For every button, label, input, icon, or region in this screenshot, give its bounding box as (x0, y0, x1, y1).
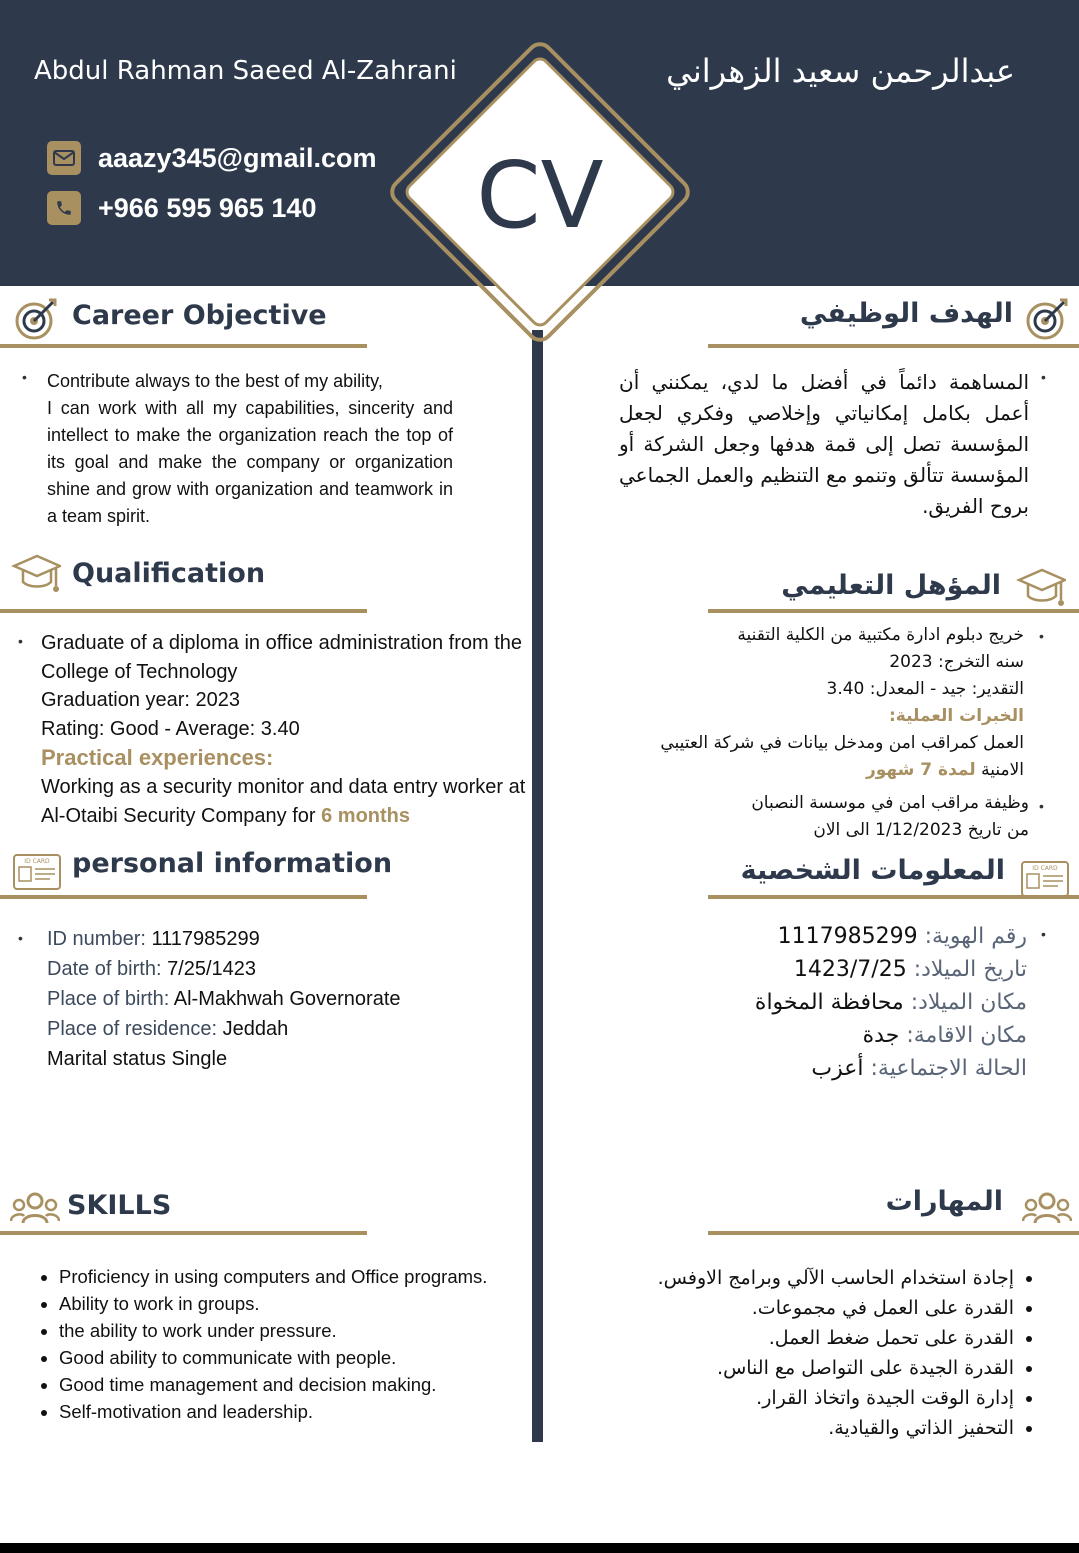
field-label: Place of birth: (47, 988, 174, 1010)
phone-contact[interactable] (47, 191, 316, 225)
email-contact[interactable] (47, 141, 376, 175)
id-number-row (47, 924, 401, 954)
id-number-row-ar (755, 920, 1027, 953)
career-objective-title: Career Objective (72, 300, 327, 331)
experience-title-ar: الخبرات العملية: (889, 706, 1024, 726)
qual-degree: Graduate of a diploma in office administration from the College of Technology (41, 632, 522, 683)
skill-item-ar: • إدارة الوقت الجيدة واتخاذ القرار. (658, 1383, 1014, 1413)
field-value: 1117985299 (151, 928, 260, 950)
section-rule (708, 1231, 1079, 1235)
section-rule (0, 1231, 367, 1235)
field-label: مكان الاقامة: (899, 1023, 1027, 1048)
objective-text-ar: المساهمة دائماً في أفضل ما لدي، يمكنني أن أعمل بكامل إمكانياتي وإخلاصي وفكري لجعل المؤسسة تصل إلى قمة هدفها وجعل الشركة أو المؤسسة تتألق وتنمو مع التنظيم والعمل الجماعي بروح الفريق. (619, 370, 1029, 518)
field-value: أعزب (811, 1056, 864, 1081)
id-card-icon (12, 848, 62, 898)
phone-text: +966 595 965 140 (98, 192, 317, 223)
birthplace-row-ar (755, 986, 1027, 1019)
personal-info-en (47, 924, 401, 1074)
dob-row (47, 954, 401, 984)
personal-info-ar (755, 920, 1027, 1085)
job2-text-ar (751, 790, 1029, 844)
skill-item: • Good time management and decision making. (59, 1371, 487, 1398)
skill-item: • the ability to work under pressure. (59, 1317, 487, 1344)
skill-item-ar: • القدرة على العمل في مجموعات. (658, 1293, 1014, 1323)
field-value: Jeddah (222, 1018, 289, 1040)
target-icon (11, 295, 61, 345)
cv-logo-text: CV (476, 142, 604, 249)
skill-item: • Proficiency in using computers and Office programs. (59, 1263, 487, 1290)
field-value: 7/25/1423 (167, 958, 257, 980)
id-card-icon-label: ID CARD (24, 858, 50, 865)
field-value: Marital status Single (47, 1048, 228, 1070)
mail-icon (47, 141, 81, 175)
qualification-text-en (41, 629, 531, 830)
section-rule (708, 609, 1079, 613)
qualification-title: Qualification (72, 558, 266, 589)
id-card-icon-label: ID CARD (1032, 865, 1058, 872)
bullet: • (18, 930, 23, 946)
skills-list-ar (658, 1263, 1014, 1443)
skill-item: • Good ability to communicate with people. (59, 1344, 487, 1371)
field-value: جدة (862, 1023, 900, 1048)
phone-icon (47, 191, 81, 225)
experience-text-ar: العمل كمراقب امن ومدخل بيانات في شركة العتيبي (660, 733, 1024, 753)
skill-item-ar: • إجادة استخدام الحاسب الآلي وبرامج الاوفس. (658, 1263, 1014, 1293)
skills-list-en (59, 1263, 487, 1425)
bullet: • (1041, 926, 1046, 942)
field-value: محافظة المخواة (754, 990, 904, 1015)
residence-row-ar (755, 1019, 1027, 1052)
objective-text-en (47, 368, 453, 530)
qual-degree-ar: خريج دبلوم ادارة مكتبية من الكلية التقنية (737, 625, 1024, 645)
experience-duration: 6 months (321, 804, 411, 827)
skill-item-ar: • القدرة الجيدة على التواصل مع الناس. (658, 1353, 1014, 1383)
personal-info-title-ar: المعلومات الشخصية (740, 855, 1005, 886)
qual-year-ar: سنه التخرج: 2023 (889, 652, 1024, 672)
field-label: رقم الهوية: (917, 924, 1027, 949)
name-english: Abdul Rahman Saeed Al-Zahrani (34, 56, 457, 86)
target-icon (1020, 295, 1070, 345)
section-rule (708, 895, 1079, 899)
team-icon (1022, 1184, 1072, 1234)
skill-item: • Ability to work in groups. (59, 1290, 487, 1317)
qualification-text-ar (584, 622, 1024, 784)
graduation-cap-icon (1016, 562, 1066, 612)
section-rule (0, 895, 367, 899)
bullet: • (18, 633, 23, 649)
experience-company-ar: الامنية (981, 760, 1024, 780)
field-label: Place of residence: (47, 1018, 223, 1040)
center-divider (532, 330, 543, 1442)
birthplace-row (47, 984, 401, 1014)
bullet: • (1039, 628, 1044, 644)
graduation-cap-icon (11, 548, 61, 598)
field-label: Date of birth: (47, 958, 168, 980)
experience-text (41, 773, 527, 830)
section-rule (0, 344, 367, 348)
experience-title: Practical experiences: (41, 745, 274, 770)
field-label: مكان الميلاد: (903, 990, 1027, 1015)
job2-line2: من تاريخ 1/12/2023 الى الان (813, 820, 1029, 840)
experience-duration-ar: لمدة 7 شهور (865, 760, 976, 780)
career-objective-title-ar: الهدف الوظيفي (799, 298, 1013, 329)
section-rule (708, 344, 1079, 348)
skills-title: SKILLS (67, 1190, 172, 1221)
bullet: • (1039, 798, 1044, 814)
job2-line1: وظيفة مراقب امن في موسسة النصبان (751, 793, 1029, 813)
bullet: • (22, 369, 27, 385)
field-value: Al-Makhwah Governorate (173, 988, 401, 1010)
marital-row-ar (755, 1052, 1027, 1085)
skill-item: • Self-motivation and leadership. (59, 1398, 487, 1425)
personal-info-title: personal information (72, 848, 393, 879)
section-rule (0, 609, 367, 613)
experience-line2-ar (584, 757, 1024, 784)
residence-row (47, 1014, 401, 1044)
objective-line1: Contribute always to the best of my ability, (47, 371, 383, 391)
team-icon (10, 1184, 60, 1234)
skills-title-ar: المهارات (885, 1186, 1003, 1217)
objective-rest: I can work with all my capabilities, sincerity and intellect to make the organization reach the top of its goal and make the company or organization shine and grow with organization and teamwork in a team spirit. (47, 398, 453, 526)
bullet: • (1041, 369, 1046, 385)
field-value: 1117985299 (777, 924, 918, 949)
field-label: الحالة الاجتماعية: (863, 1056, 1027, 1081)
marital-row (47, 1044, 401, 1074)
qual-rating-ar: التقدير: جيد - المعدل: 3.40 (826, 679, 1024, 699)
experience-desc: Working as a security monitor and data entry worker at Al-Otaibi Security Company for (41, 776, 526, 827)
qual-year: Graduation year: 2023 (41, 689, 241, 711)
field-label: تاريخ الميلاد: (906, 957, 1027, 982)
email-text: aaazy345@gmail.com (98, 142, 377, 173)
dob-row-ar (755, 953, 1027, 986)
qual-rating: Rating: Good - Average: 3.40 (41, 717, 300, 740)
bottom-border (0, 1543, 1079, 1553)
field-label: ID number: (47, 928, 152, 950)
skill-item-ar: • القدرة على تحمل ضغط العمل. (658, 1323, 1014, 1353)
field-value: 1423/7/25 (793, 957, 907, 982)
skill-item-ar: • التحفيز الذاتي والقيادية. (658, 1413, 1014, 1443)
qualification-title-ar: المؤهل التعليمي (781, 570, 1001, 601)
name-arabic: عبدالرحمن سعيد الزهراني (666, 52, 1015, 90)
